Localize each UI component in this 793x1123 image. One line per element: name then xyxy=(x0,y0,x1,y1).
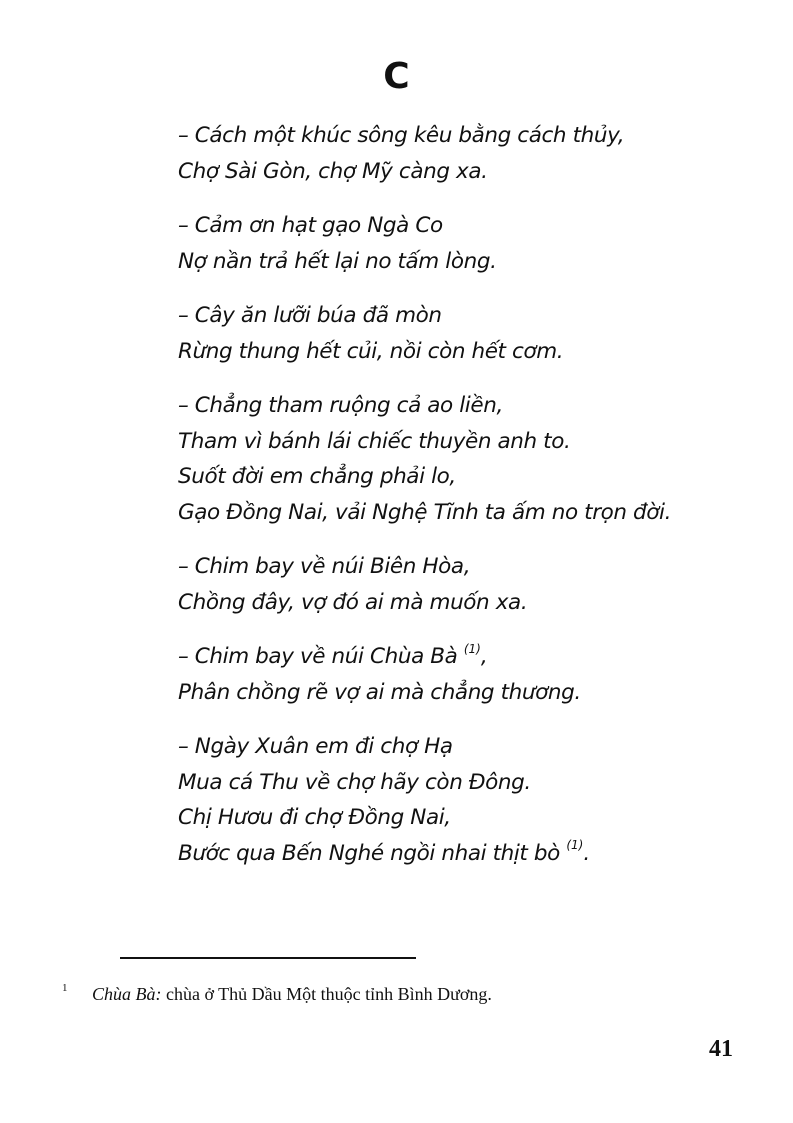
stanza-3 xyxy=(178,298,758,369)
line-punctuation: . xyxy=(583,840,590,866)
poem-line: Mua cá Thu về chợ hãy còn Đông. xyxy=(178,769,531,795)
poem-line: Suốt đời em chẳng phải lo, xyxy=(178,464,456,489)
poem-line: Chị Hươu đi chợ Đồng Nai, xyxy=(178,805,451,830)
stanza-4 xyxy=(178,388,758,530)
page-number: 41 xyxy=(709,1036,733,1062)
poem-line: – Ngày Xuân em đi chợ Hạ xyxy=(178,734,453,759)
stanza-7 xyxy=(178,729,758,871)
footnote-text: chùa ở Thủ Dầu Một thuộc tỉnh Bình Dương. xyxy=(161,984,492,1004)
footnote-term: Chùa Bà: xyxy=(92,984,162,1004)
stanza-6 xyxy=(178,639,758,710)
footnote-ref: (1) xyxy=(566,838,584,853)
line-punctuation: , xyxy=(480,644,488,669)
footnote-marker: 1 xyxy=(62,982,68,994)
poem-line: – Cách một khúc sông kêu bằng cách thủy, xyxy=(178,123,625,148)
poem-line-text: Bước qua Bến Nghé ngồi nhai thịt bò xyxy=(178,840,560,866)
poem-line: Phân chồng rẽ vợ ai mà chẳng thương. xyxy=(178,679,581,705)
poem-line: – Chim bay về núi Biên Hòa, xyxy=(178,554,471,579)
poem-line-with-footnote-ref xyxy=(178,639,758,675)
stanza-1 xyxy=(178,118,758,189)
stanza-5 xyxy=(178,549,758,620)
poem-line: – Cảm ơn hạt gạo Ngà Co xyxy=(178,213,443,238)
poem-line: Chồng đây, vợ đó ai mà muốn xa. xyxy=(178,589,528,615)
stanza-2 xyxy=(178,208,758,279)
poem-line: Tham vì bánh lái chiếc thuyền anh to. xyxy=(178,428,571,454)
footnote-ref: (1) xyxy=(463,641,481,656)
footnote xyxy=(62,984,492,1005)
poem-line: Gạo Đồng Nai, vải Nghệ Tĩnh ta ấm no trọn đời. xyxy=(178,499,672,525)
section-letter: C xyxy=(383,56,410,97)
poem-list xyxy=(178,118,758,890)
poem-line: Rừng thung hết củi, nồi còn hết cơm. xyxy=(178,338,564,364)
poem-line-with-footnote-ref xyxy=(178,836,758,872)
footnote-divider xyxy=(120,957,416,959)
poem-line: – Chẳng tham ruộng cả ao liền, xyxy=(178,393,503,418)
poem-line: Nợ nần trả hết lại no tấm lòng. xyxy=(178,248,497,274)
poem-line-text: – Chim bay về núi Chùa Bà xyxy=(178,644,458,669)
poem-line: – Cây ăn lưỡi búa đã mòn xyxy=(178,303,442,328)
poem-line: Chợ Sài Gòn, chợ Mỹ càng xa. xyxy=(178,158,488,184)
